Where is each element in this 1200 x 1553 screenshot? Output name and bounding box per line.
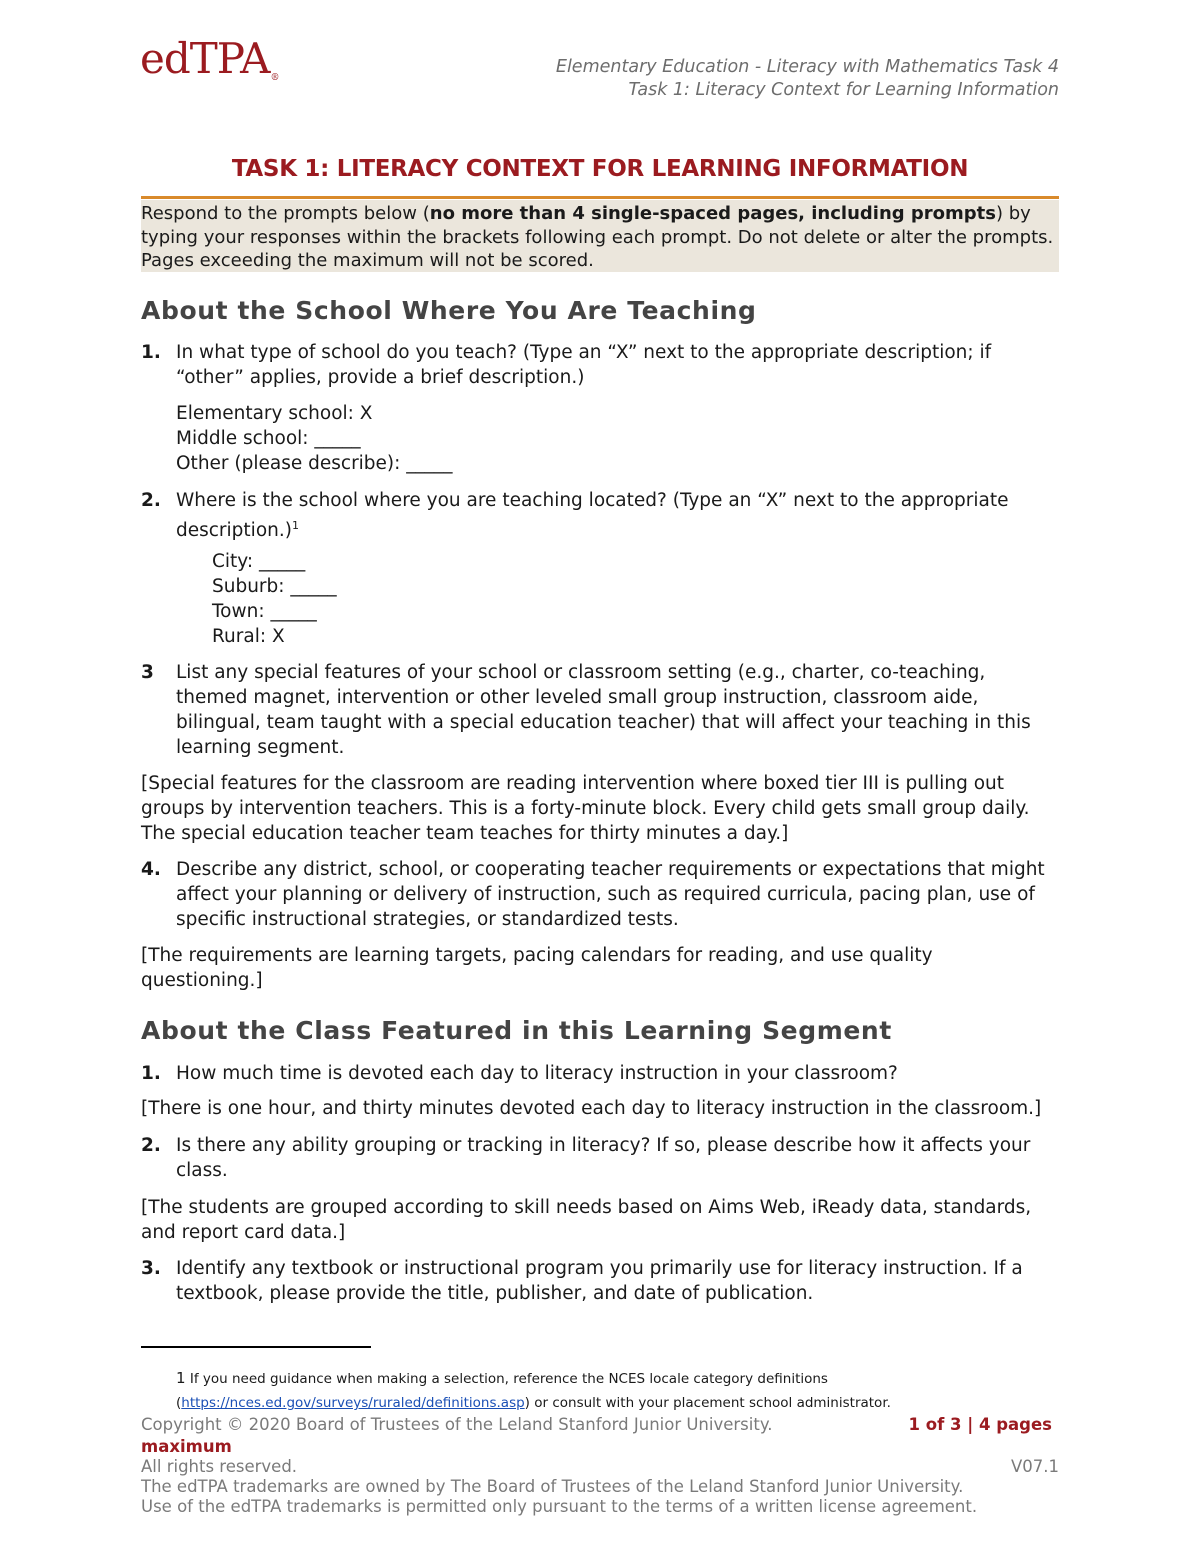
- question-number: 1.: [141, 1063, 161, 1084]
- page-title: TASK 1: LITERACY CONTEXT FOR LEARNING INFORMATION: [231, 156, 969, 182]
- footer-copyright-row: [141, 1415, 1059, 1435]
- footer-trademark-1: The edTPA trademarks are owned by The Board of Trustees of the Leland Stanford Junior University.: [141, 1477, 964, 1496]
- instructions-bold: no more than 4 single-spaced pages, including prompts: [429, 203, 997, 224]
- footer-rights: All rights reserved.: [141, 1457, 298, 1476]
- instructions-part-1: Respond to the prompts below (: [141, 203, 430, 224]
- footer-rights-row: [141, 1457, 1059, 1477]
- instructions-box: [141, 200, 1059, 272]
- option-elementary: Elementary school: X: [176, 403, 373, 424]
- question-number: [141, 488, 161, 513]
- footnote-reference: 1: [291, 519, 299, 532]
- question-text: In what type of school do you teach? (Type an “X” next to the appropriate description; if “other” applies, provide a brief description.): [176, 342, 992, 388]
- option-city: City: _____: [212, 551, 306, 572]
- question-text: Is there any ability grouping or tracking in literacy? If so, please describe how it affects your class.: [176, 1135, 1031, 1181]
- response-literacy-time[interactable]: [There is one hour, and thirty minutes devoted each day to literacy instruction in the classroom.]: [141, 1098, 1042, 1119]
- footer-copyright: Copyright © 2020 Board of Trustees of the Leland Stanford Junior University.: [141, 1415, 773, 1434]
- question-number-digit: 2: [141, 490, 154, 511]
- footer-version: V07.1: [1010, 1457, 1059, 1476]
- section-heading-school: About the School Where You Are Teaching: [141, 296, 757, 325]
- header-line-2: Task 1: Literacy Context for Learning Information: [628, 80, 1059, 100]
- option-town: Town: _____: [212, 601, 317, 622]
- option-other: Other (please describe): _____: [176, 453, 453, 474]
- footer-maximum-row: [141, 1437, 1059, 1457]
- footnote-open-paren: (: [176, 1395, 182, 1411]
- question-special-features: [141, 660, 1059, 760]
- question-number: 3.: [141, 1258, 161, 1279]
- footnote-text-2: ) or consult with your placement school administrator.: [524, 1395, 891, 1411]
- question-ability-grouping: [141, 1133, 1059, 1183]
- header-line-1: Elementary Education - Literacy with Mathematics Task 4: [555, 57, 1059, 77]
- footnote-number: 1: [176, 1369, 186, 1387]
- response-ability-grouping[interactable]: [The students are grouped according to skill needs based on Aims Web, iReady data, standards, and report card data.]: [141, 1197, 1032, 1243]
- question-number-suffix: .: [153, 490, 161, 511]
- logo-text: edTPA: [140, 34, 270, 83]
- question-school-type: [141, 340, 1059, 390]
- footnote-line-1: [176, 1369, 828, 1388]
- instructions-part-2: ) by typing your responses within the brackets following each prompt. Do not delete or alter the prompts. Pages exceeding the maximum will not be scored.: [141, 203, 1054, 271]
- question-number: 3: [141, 662, 154, 683]
- question-number: 1.: [141, 342, 161, 363]
- question-textbook: [141, 1256, 1059, 1306]
- question-literacy-time: [141, 1061, 1059, 1086]
- option-rural: Rural: X: [212, 626, 285, 647]
- nces-definitions-link[interactable]: https://nces.ed.gov/surveys/ruraled/definitions.asp: [181, 1395, 525, 1411]
- question-text: Describe any district, school, or cooperating teacher requirements or expectations that might affect your planning or delivery of instruction, such as required curricula, pacing plan, use of specific instructional strategies, or standardized tests.: [176, 859, 1045, 930]
- option-middle: Middle school: _____: [176, 428, 361, 449]
- option-suburb: Suburb: _____: [212, 576, 337, 597]
- response-requirements[interactable]: [The requirements are learning targets, pacing calendars for reading, and use quality questioning.]: [141, 945, 933, 991]
- location-options: [212, 549, 337, 649]
- question-text: How much time is devoted each day to literacy instruction in your classroom?: [176, 1063, 898, 1084]
- question-school-location: [141, 488, 1059, 543]
- question-text: List any special features of your school or classroom setting (e.g., charter, co-teaching, themed magnet, intervention or other leveled small group instruction, classroom aide, bilingual, team taught with a special education teacher) that will affect your teaching in this learning segment.: [176, 662, 1031, 758]
- question-number: 4.: [141, 859, 161, 880]
- question-number: 2.: [141, 1135, 161, 1156]
- question-text-body: Where is the school where you are teaching located? (Type an “X” next to the appropriate description.): [176, 490, 1009, 542]
- footnote-divider: [141, 1346, 371, 1348]
- school-type-options: [176, 401, 453, 476]
- title-divider: [141, 196, 1059, 199]
- response-special-features[interactable]: [Special features for the classroom are reading intervention where boxed tier III is pulling out groups by intervention teachers. This is a forty-minute block. Every child gets small group daily. The special education teacher team teaches for thirty minutes a day.]: [141, 773, 1030, 844]
- edtpa-logo: [140, 34, 279, 83]
- section-heading-class: About the Class Featured in this Learning Segment: [141, 1016, 892, 1045]
- footnote-text-1: If you need guidance when making a selection, reference the NCES locale category definitions: [185, 1371, 828, 1387]
- logo-trademark: ®: [270, 73, 279, 83]
- question-text: [176, 488, 1059, 543]
- footer-maximum: maximum: [141, 1437, 232, 1456]
- footer-page-info: 1 of 3 | 4 pages: [908, 1415, 1052, 1434]
- running-header: [556, 56, 1059, 102]
- footer-trademark-2: Use of the edTPA trademarks is permitted only pursuant to the terms of a written license agreement.: [141, 1497, 978, 1516]
- question-requirements: [141, 857, 1059, 932]
- footnote-line-2: [176, 1394, 891, 1412]
- question-text: Identify any textbook or instructional program you primarily use for literacy instruction. If a textbook, please provide the title, publisher, and date of publication.: [176, 1258, 1023, 1304]
